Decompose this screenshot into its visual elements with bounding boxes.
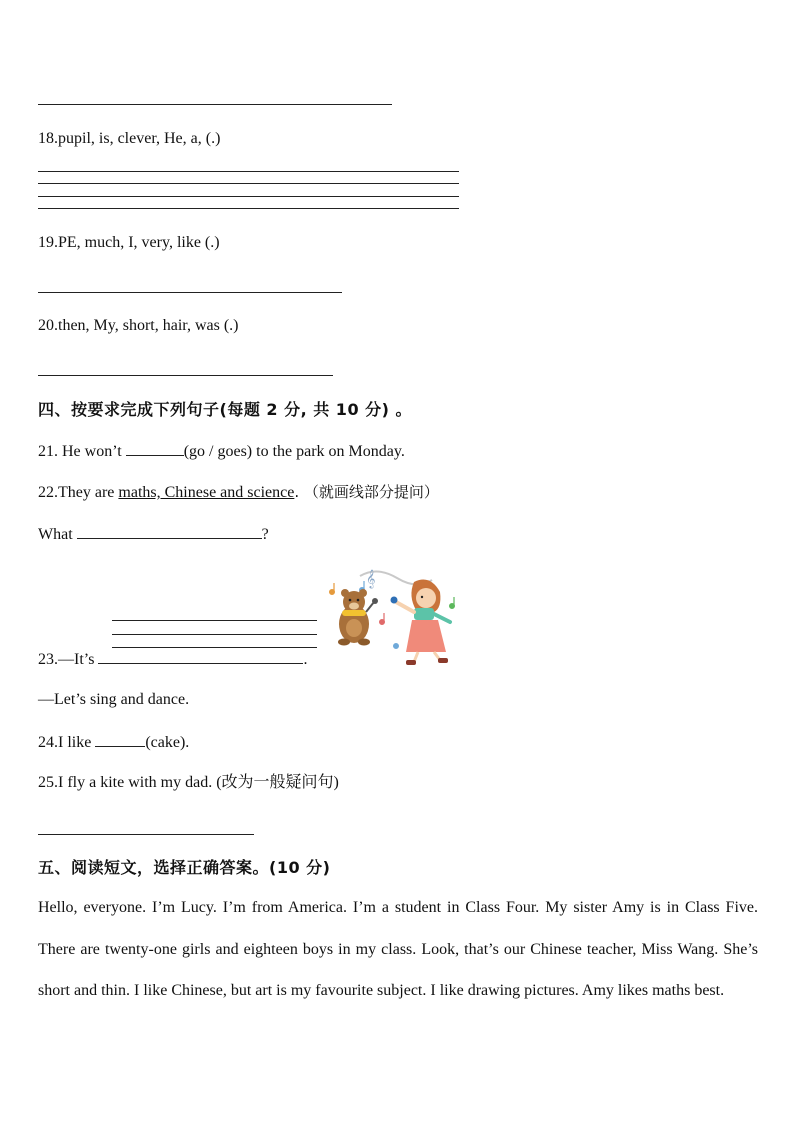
q22-underlined-phrase: maths, Chinese and science — [118, 484, 295, 501]
question-22 — [38, 482, 439, 503]
question-23 — [38, 649, 307, 670]
q24-answer-blank[interactable] — [95, 732, 145, 747]
answer-line-23c[interactable] — [112, 647, 317, 648]
section-4-heading: 四、按要求完成下列句子(每题 2 分, 共 10 分) 。 — [38, 400, 413, 419]
question-18: 18.pupil, is, clever, He, a, (.) — [38, 130, 221, 147]
answer-line-19[interactable] — [38, 292, 342, 293]
answer-line-23a[interactable] — [112, 620, 317, 621]
q23-prefix: 23.—It’s — [38, 651, 99, 668]
answer-line-17[interactable] — [38, 104, 392, 105]
svg-text:𝄞: 𝄞 — [366, 569, 376, 588]
answer-line-18a[interactable] — [38, 171, 459, 172]
question-21 — [38, 441, 405, 462]
q23-suffix: . — [303, 651, 308, 668]
question-23-reply: —Let’s sing and dance. — [38, 691, 190, 708]
singing-dancing-illustration — [322, 562, 462, 668]
q24-suffix: (cake). — [145, 734, 190, 751]
reading-passage: Hello, everyone. I’m Lucy. I’m from America. I’m a student in Class Four. My sister Amy is in Class Five. There are twenty-one girls and eighteen boys in my class. Look, that’s our Chinese teacher, Miss Wang. She’s short and thin. I like Chinese, but art is my favourite subject. I like drawing pictures. Amy likes maths best. — [38, 899, 758, 999]
answer-line-25[interactable] — [38, 834, 254, 835]
question-19: 19.PE, much, I, very, like (.) — [38, 234, 220, 251]
q22-prefix: 22.They are — [38, 484, 119, 501]
q21-suffix: (go / goes) to the park on Monday. — [183, 443, 405, 460]
question-24 — [38, 732, 189, 753]
q24-prefix: 24.I like — [38, 734, 96, 751]
bear-character — [338, 589, 378, 646]
q23-answer-blank[interactable] — [98, 649, 303, 664]
answer-line-20[interactable] — [38, 375, 333, 376]
section-5-heading: 五、阅读短文，选择正确答案。(10 分) — [38, 858, 331, 877]
q21-prefix: 21. He won’t — [38, 443, 126, 460]
q22-what-prefix: What — [38, 526, 77, 543]
question-22-what — [38, 524, 269, 545]
q22-answer-blank[interactable] — [77, 524, 262, 539]
question-25: 25.I fly a kite with my dad. (改为一般疑问句) — [38, 774, 339, 791]
q22-suffix: . （就画线部分提问） — [294, 483, 439, 501]
answer-line-18d[interactable] — [38, 208, 459, 209]
answer-line-18b[interactable] — [38, 183, 459, 184]
answer-line-23b[interactable] — [112, 634, 317, 635]
q22-what-suffix: ? — [261, 526, 269, 543]
question-20: 20.then, My, short, hair, was (.) — [38, 317, 239, 334]
q21-answer-blank[interactable] — [126, 441, 184, 456]
girl-singing-character — [391, 580, 451, 665]
answer-line-18c[interactable] — [38, 196, 459, 197]
